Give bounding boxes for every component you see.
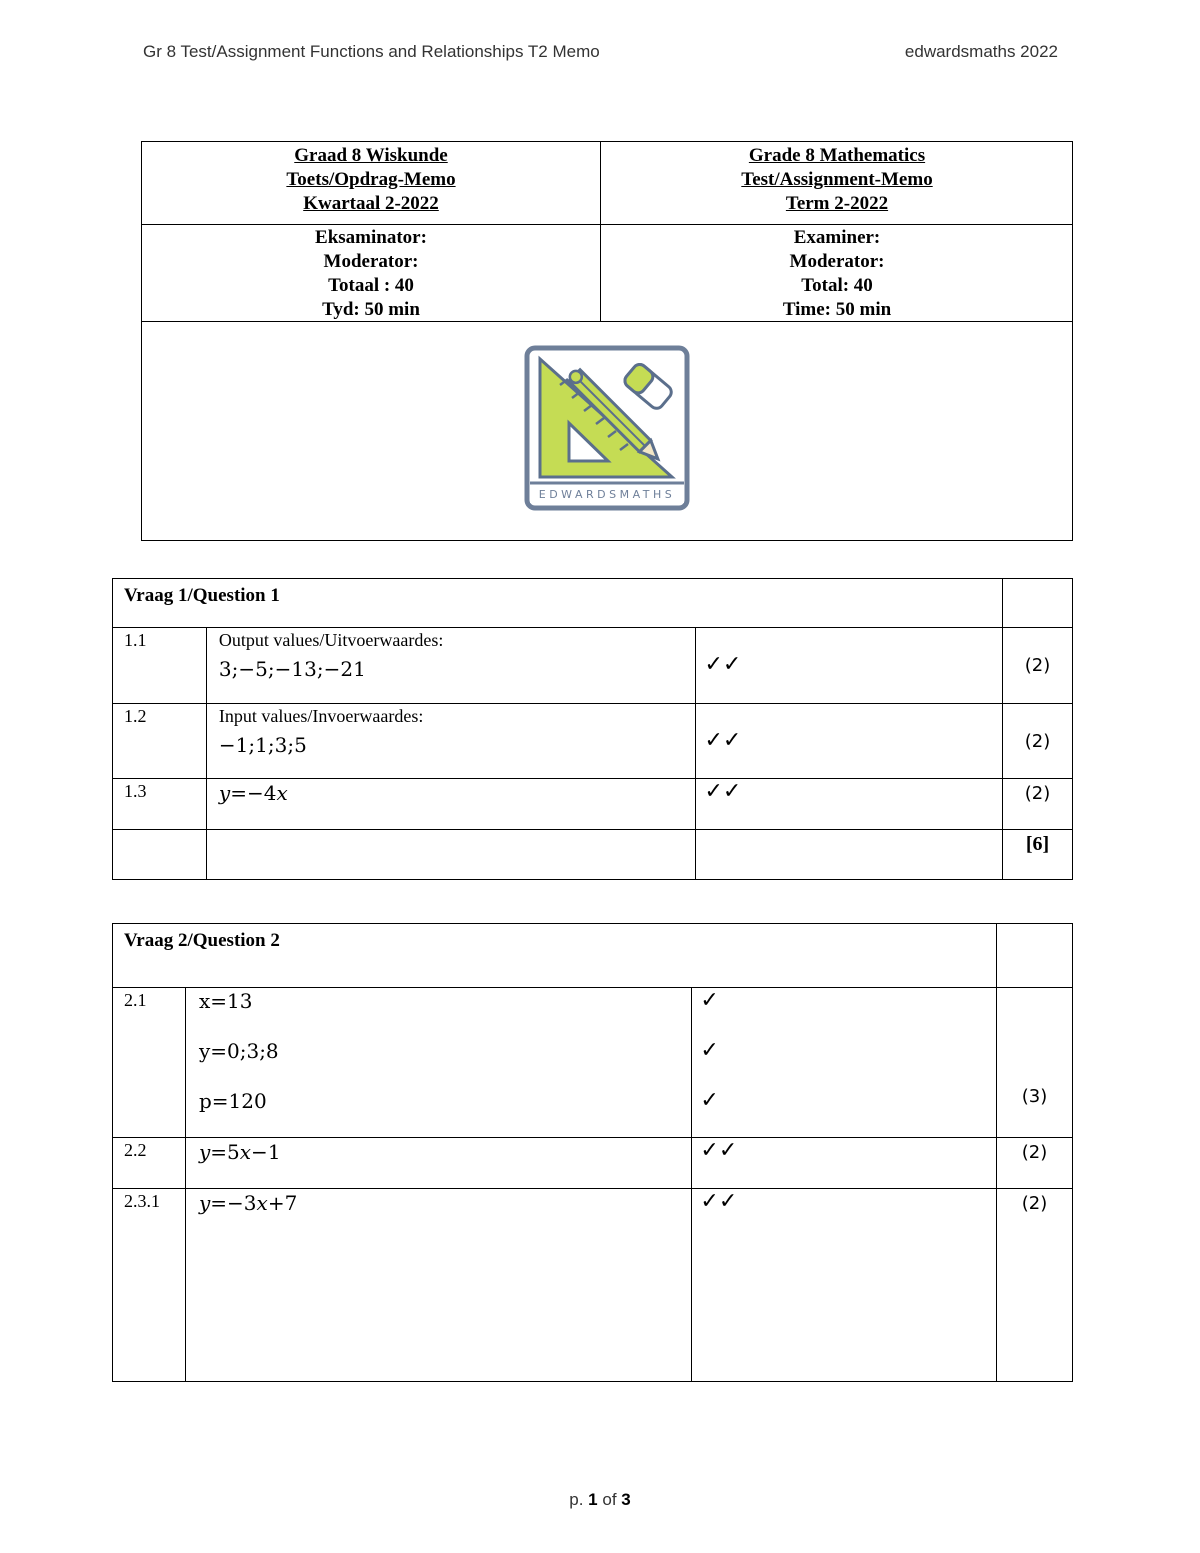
total-label: Totaal : 40 [328,275,414,296]
mark-allocation: (2) [1003,779,1073,830]
mark-allocation: (2) [997,1189,1073,1382]
cover-table [141,141,1073,541]
cover-title-row [142,142,1072,225]
answer-math: −1;1;3;5 [218,733,307,757]
answer-cell [206,628,696,704]
tick-column [692,988,997,1138]
mark-allocation: (2) [1003,704,1073,779]
page-number [0,1490,1200,1510]
answer-math: p=120 [198,1089,267,1113]
table-row [113,1189,1073,1382]
table-row [113,1138,1073,1189]
mark-cell [1003,579,1073,628]
table-row [113,704,1073,779]
running-header-brand: edwardsmaths 2022 [904,42,1058,61]
mark-cell [997,924,1073,988]
cover-info-row [142,224,1072,322]
tick-marks: ✓✓ [696,628,1003,704]
cover-title-english [601,142,1073,224]
table-row [113,579,1073,628]
cover-title-line: Test/Assignment-Memo [741,169,933,190]
tick-marks: ✓✓ [692,1138,997,1189]
question-number: 2.2 [113,1138,186,1189]
moderator-label: Moderator: [789,251,885,272]
time-label: Time: 50 min [782,299,892,320]
cover-title-line: Term 2-2022 [785,193,889,214]
mark-allocation: (3) [997,988,1073,1138]
logo-wordmark: EDWARDSMATHS [538,488,676,501]
question-1-total: [6] [1003,830,1073,880]
tick-marks: ✓✓ [696,779,1003,830]
empty-cell [113,830,207,880]
question-number: 2.3.1 [113,1189,186,1382]
empty-cell [696,830,1003,880]
edwardsmaths-logo [524,345,690,511]
tick-marks: ✓✓ [692,1189,997,1382]
question-2-table [112,923,1073,1382]
examiner-label: Eksaminator: [315,227,427,248]
table-row [113,628,1073,704]
running-header-title: Gr 8 Test/Assignment Functions and Relationships T2 Memo [143,42,600,61]
answer-math: x=13 [198,989,253,1013]
empty-cell [206,830,696,880]
table-row [113,988,1073,1138]
answer-math: y=−4x [206,779,696,830]
question-1-title: Vraag 1/Question 1 [113,579,1003,628]
tick-mark: ✓ [700,1038,719,1063]
tick-marks: ✓✓ [696,704,1003,779]
cover-info-afrikaans [142,224,601,321]
table-row [113,779,1073,830]
answer-math: y=5x−1 [185,1138,691,1189]
cover-title-line: Graad 8 Wiskunde [294,145,448,166]
page-prefix: p. [569,1490,589,1509]
answer-math: 3;−5;−13;−21 [218,657,366,681]
total-pages: 3 [621,1490,631,1509]
cover-title-line: Kwartaal 2-2022 [303,193,439,214]
cover-title-afrikaans [142,142,601,224]
moderator-label: Moderator: [323,251,419,272]
tick-mark: ✓ [700,988,719,1013]
cover-title-line: Toets/Opdrag-Memo [286,169,456,190]
mark-allocation: (2) [997,1138,1073,1189]
tick-mark: ✓ [700,1088,719,1113]
time-label: Tyd: 50 min [322,299,420,320]
question-number: 1.1 [113,628,207,704]
answer-math: y=−3x+7 [185,1189,691,1382]
examiner-label: Examiner: [793,227,881,248]
answer-cell [206,704,696,779]
question-number: 2.1 [113,988,186,1138]
mark-allocation: (2) [1003,628,1073,704]
cover-title-line: Grade 8 Mathematics [748,145,926,166]
question-2-title: Vraag 2/Question 2 [113,924,997,988]
question-number: 1.2 [113,704,207,779]
question-number: 1.3 [113,779,207,830]
answer-label: Output values/Uitvoerwaardes: [218,630,444,650]
answer-label: Input values/Invoerwaardes: [218,706,424,726]
page-of: of [597,1490,622,1509]
total-label: Total: 40 [801,275,873,296]
answer-math: y=0;3;8 [198,1039,279,1063]
answer-cell [185,988,691,1138]
table-row [113,830,1073,880]
current-page: 1 [588,1490,598,1509]
cover-info-english [601,224,1073,321]
question-1-table [112,578,1073,880]
